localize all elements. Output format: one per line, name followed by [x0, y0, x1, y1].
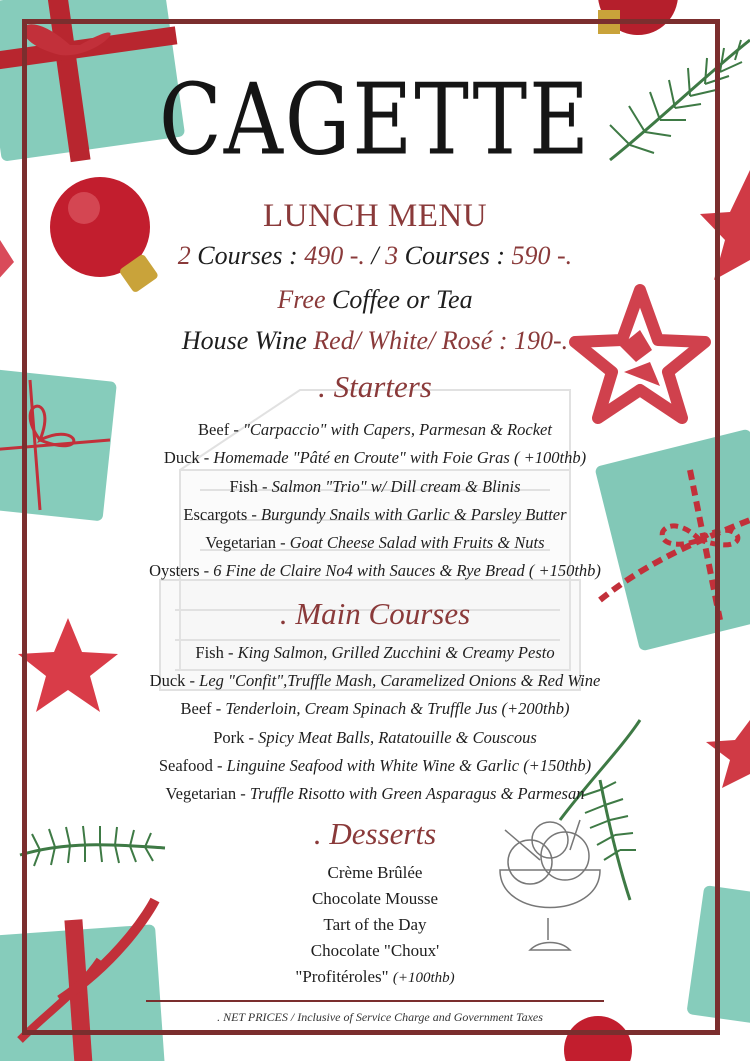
- dish-category: Duck -: [163, 448, 214, 467]
- desserts-heading: . Desserts: [313, 816, 437, 851]
- dish-description: King Salmon, Grilled Zucchini & Creamy Pesto: [237, 643, 555, 662]
- list-item: [0, 758, 750, 775]
- list-item: [0, 479, 750, 496]
- list-item: [0, 701, 750, 718]
- dish-description: Tenderloin, Cream Spinach & Truffle Jus (+200thb): [225, 699, 570, 718]
- dessert-supplement: (+100thb): [392, 970, 455, 986]
- dish-category: Fish -: [195, 643, 238, 662]
- house-wine-options: Red/ White/ Rosé : 190-.: [313, 326, 569, 355]
- list-item: [0, 450, 750, 467]
- dish-category: Escargots -: [183, 505, 262, 524]
- dish-category: Seafood -: [158, 756, 227, 775]
- two-courses-price: 490 -.: [304, 241, 365, 270]
- course-prices: [0, 241, 750, 271]
- dish-description: 6 Fine de Claire No4 with Sauces & Rye Bread ( +150thb): [213, 561, 601, 580]
- dish-category: Pork -: [213, 728, 259, 747]
- list-item: [0, 730, 750, 747]
- three-courses-price: 590 -.: [511, 241, 573, 270]
- list-item: [0, 864, 750, 882]
- house-wine-label: House Wine: [181, 326, 314, 355]
- price-separator: /: [364, 241, 386, 270]
- dish-description: Burgundy Snails with Garlic & Parsley Butter: [261, 505, 567, 524]
- footer-note: . NET PRICES / Inclusive of Service Charge and Government Taxes: [217, 1010, 543, 1024]
- list-item: [0, 786, 750, 803]
- two-courses-label-text: Courses :: [190, 241, 305, 270]
- list-item: [0, 673, 750, 690]
- free-drinks-line: [0, 285, 750, 315]
- list-item: [0, 942, 750, 960]
- list-item: [0, 890, 750, 908]
- dessert-name: Chocolate Mousse: [311, 889, 439, 908]
- dish-category: Beef -: [198, 420, 243, 439]
- dish-category: Vegetarian -: [165, 784, 250, 803]
- list-item: [0, 535, 750, 552]
- list-item: [0, 916, 750, 934]
- free-word: Free: [277, 285, 326, 314]
- dessert-name: Tart of the Day: [323, 915, 427, 934]
- dish-description: Homemade "Pâté en Croute" with Foie Gras ( +100thb): [213, 448, 587, 467]
- dish-description: "Carpaccio" with Capers, Parmesan & Rocket: [242, 420, 552, 439]
- dish-category: Duck -: [149, 671, 200, 690]
- dish-description: Salmon "Trio" w/ Dill cream & Blinis: [271, 477, 521, 496]
- footer-divider: [146, 1000, 604, 1002]
- dish-description: Goat Cheese Salad with Fruits & Nuts: [289, 533, 545, 552]
- list-item: [0, 968, 750, 986]
- dessert-name: "Profitéroles": [295, 967, 393, 986]
- dish-description: Truffle Risotto with Green Asparagus & Parmesan: [249, 784, 585, 803]
- free-drinks-text: Coffee or Tea: [325, 285, 473, 314]
- dish-category: Fish -: [229, 477, 272, 496]
- dessert-name: Crème Brûlée: [327, 863, 423, 882]
- dish-description: Spicy Meat Balls, Ratatouille & Couscous: [258, 728, 537, 747]
- three-courses-number: 3: [385, 241, 399, 270]
- starters-heading: . Starters: [318, 369, 432, 404]
- brand-logo: CAGETTE: [158, 63, 592, 178]
- list-item: [0, 507, 750, 524]
- list-item: [0, 645, 750, 662]
- dish-category: Vegetarian -: [205, 533, 290, 552]
- dessert-name: Chocolate "Choux': [310, 941, 440, 960]
- two-courses-number: 2: [177, 241, 191, 270]
- dish-description: Leg "Confit",Truffle Mash, Caramelized Onions & Red Wine: [199, 671, 601, 690]
- house-wine-line: [0, 326, 750, 356]
- dish-category: Beef -: [180, 699, 226, 718]
- menu-title: LUNCH MENU: [262, 198, 488, 234]
- list-item: [0, 422, 750, 439]
- list-item: [0, 563, 750, 580]
- main-courses-heading: . Main Courses: [279, 596, 471, 631]
- dish-description: Linguine Seafood with White Wine & Garlic (+150thb): [226, 756, 592, 775]
- dish-category: Oysters -: [149, 561, 214, 580]
- three-courses-label: Courses :: [398, 241, 512, 270]
